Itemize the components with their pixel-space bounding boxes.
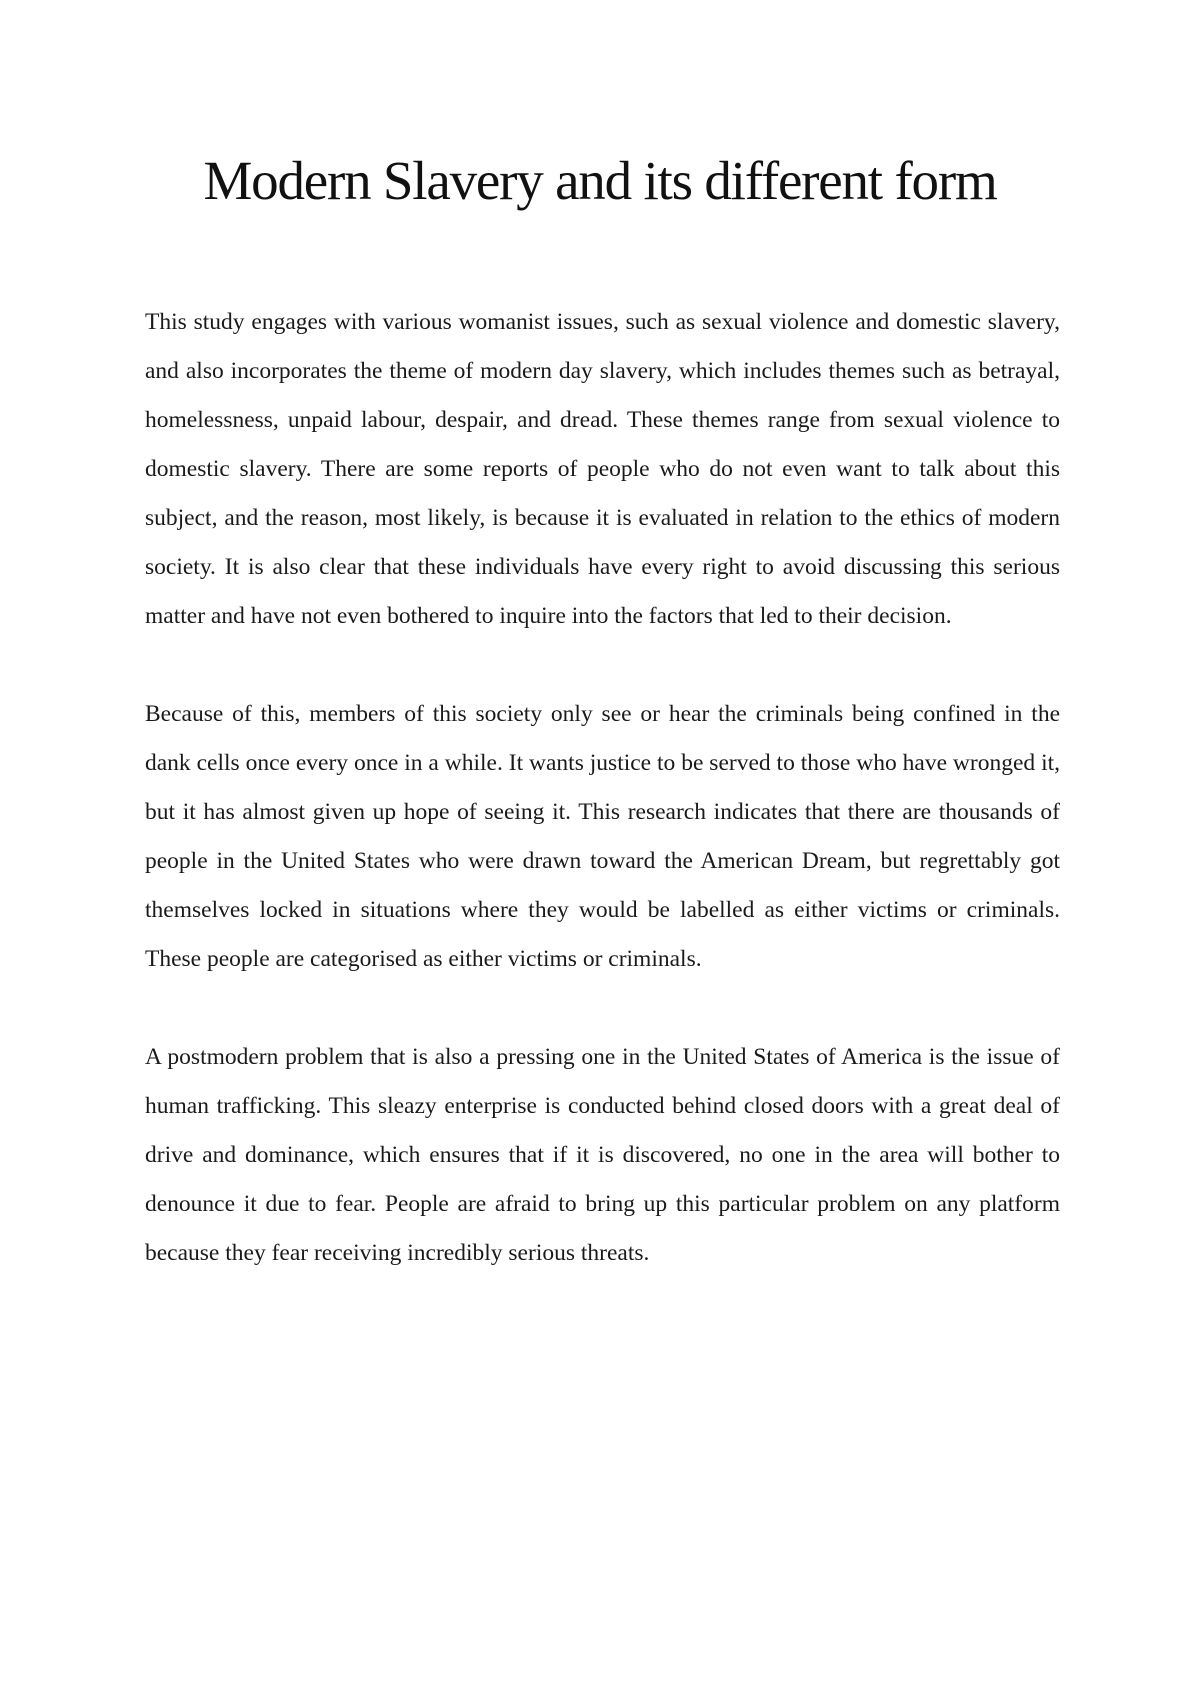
- paragraph-2: Because of this, members of this society only see or hear the criminals being confined in the dank cells once every once in a while. It wants justice to be served to those who have wronged it, but it has almost given up hope of seeing it. This research indicates that there are thousands of people in the United States who were drawn toward the American Dream, but regrettably got themselves locked in situations where they would be labelled as either victims or criminals. These people are categorised as either victims or criminals.: [145, 701, 1060, 972]
- paragraph-1: This study engages with various womanist issues, such as sexual violence and domestic slavery, and also incorporates the theme of modern day slavery, which includes themes such as betrayal, homelessness, unpaid labour, despair, and dread. These themes range from sexual violence to domestic slavery. There are some reports of people who do not even want to talk about this subject, and the reason, most likely, is because it is evaluated in relation to the ethics of modern society. It is also clear that these individuals have every right to avoid discussing this serious matter and have not even bothered to inquire into the factors that led to their decision.: [145, 309, 1060, 629]
- document-body: [145, 298, 1060, 1327]
- document-title: Modern Slavery and its different form: [203, 150, 997, 211]
- paragraph-3: A postmodern problem that is also a pressing one in the United States of America is the issue of human trafficking. This sleazy enterprise is conducted behind closed doors with a great deal of drive and dominance, which ensures that if it is discovered, no one in the area will bother to denounce it due to fear. People are afraid to bring up this particular problem on any platform because they fear receiving incredibly serious threats.: [145, 1044, 1060, 1266]
